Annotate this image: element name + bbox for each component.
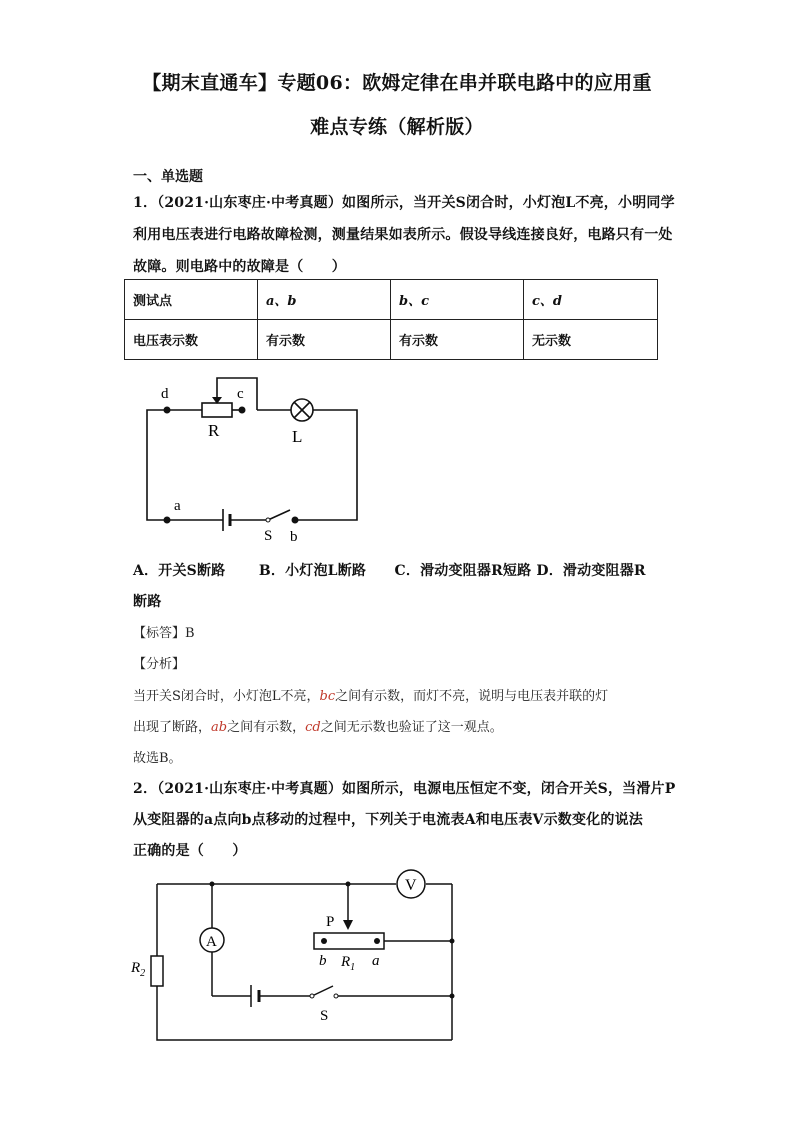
q1-data-table [124,279,658,360]
q2-circuit-diagram [125,868,465,1048]
switch-pivot [266,518,270,522]
label-a-meter: A [206,934,217,950]
label-d: d [161,386,169,402]
label-a: a [174,498,181,514]
q2-stem-line3: 正确的是（ ） [133,843,247,859]
table-cell: a、b [258,280,391,320]
table-cell: b、c [391,280,524,320]
label-a-end: a [372,953,380,969]
table-cell: 测试点 [125,280,258,320]
table-cell: 有示数 [258,320,391,360]
q1-stem-line3: 故障。则电路中的故障是（ ） [133,259,346,275]
switch-s-blade [312,986,333,996]
label-b-end: b [319,953,327,969]
q1-circuit-diagram [130,370,370,550]
q2-stem-line2: 从变阻器的a点向b点移动的过程中，下列关于电流表A和电压表V示数变化的说法 [133,812,643,828]
label-l: L [292,427,303,446]
rheostat-end-b-dot [321,938,327,944]
table-cell: 有示数 [391,320,524,360]
label-c: c [237,386,244,402]
q1-stem-line1: 1．（2021·山东枣庄·中考真题）如图所示，当开关S闭合时，小灯泡L不亮，小明同学 [133,195,675,211]
page-title-line1: 【期末直通车】专题06：欧姆定律在串并联电路中的应用重 [142,72,652,94]
junction-dot [346,882,351,887]
table-row [125,320,658,360]
label-r1: $R_1$ [341,954,356,973]
switch-contact [334,994,338,998]
junction-dot [450,939,455,944]
resistor-r2-symbol [151,956,163,986]
table-cell: 无示数 [524,320,658,360]
q1-options-line1: A．开关S断路 B．小灯泡L断路 C．滑动变阻器R短路 D．滑动变阻器R [133,563,646,579]
q2-stem-line1: 2．（2021·山东枣庄·中考真题）如图所示，电源电压恒定不变，闭合开关S，当滑片P [133,781,676,797]
q1-analysis-line2: 出现了断路，ab之间有示数，cd之间无示数也验证了这一观点。 [133,720,503,735]
table-cell: 电压表示数 [125,320,258,360]
label-s: S [320,1008,329,1024]
page-title-line2: 难点专练（解析版） [310,116,484,138]
highlight-ab: ab [211,720,228,735]
label-p: P [326,914,335,930]
label-b: b [290,529,298,545]
table-cell: c、d [524,280,658,320]
node-b-dot [292,517,299,524]
q1-analysis-label: 【分析】 [133,657,186,672]
switch-s-blade [268,510,290,520]
node-d-dot [164,407,171,414]
wire [157,986,452,1040]
q1-answer: 【标答】B [133,626,195,641]
label-s: S [264,528,273,544]
q1-stem-line2: 利用电压表进行电路故障检测，测量结果如表所示。假设导线连接良好，电路只有一处 [133,227,673,243]
label-r: R [208,421,220,440]
highlight-bc: bc [319,689,336,704]
junction-dot [210,882,215,887]
rheostat-r-symbol [202,403,232,417]
junction-dot [450,994,455,999]
rheostat-end-a-dot [374,938,380,944]
table-row [125,280,658,320]
node-c-dot [239,407,246,414]
label-r2: $R_2$ [131,960,146,979]
node-a-dot [164,517,171,524]
q1-options-line2: 断路 [133,594,162,610]
wire [295,410,357,520]
q1-analysis-line1: 当开关S闭合时，小灯泡L不亮，bc之间有示数，而灯不亮，说明与电压表并联的灯 [133,689,609,704]
slider-p-arrow [343,920,353,930]
q1-conclusion: 故选B。 [133,751,182,766]
switch-pivot [310,994,314,998]
label-v: V [405,877,417,894]
section-heading: 一、单选题 [133,169,203,185]
wire [147,410,167,520]
highlight-cd: cd [305,720,321,735]
